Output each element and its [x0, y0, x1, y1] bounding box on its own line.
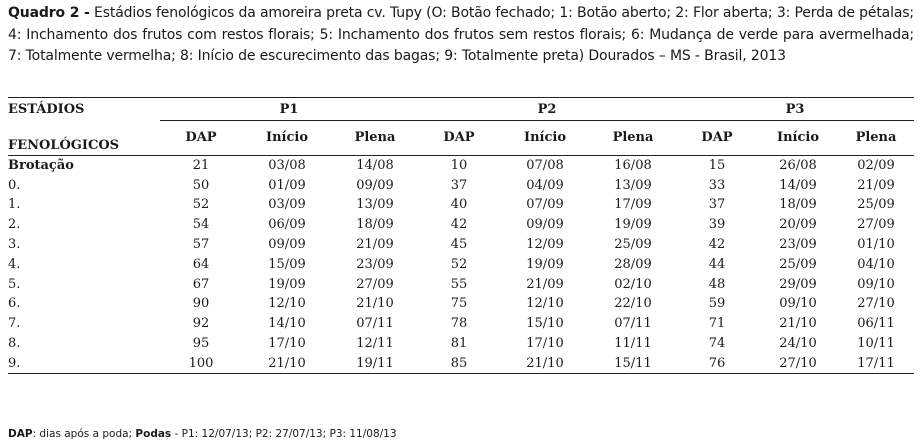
value-cell: 21/10: [779, 316, 817, 332]
value-cell: 27/09: [356, 276, 394, 292]
value-cell: 18/09: [356, 217, 394, 233]
value-cell: 45: [450, 237, 468, 253]
value-cell: 01/09: [268, 177, 306, 193]
value-cell: 12/09: [526, 237, 564, 253]
col-header-dap: DAP: [443, 130, 475, 146]
value-cell: 71: [708, 316, 726, 332]
stage-cell: 8.: [8, 336, 21, 352]
value-cell: 78: [450, 316, 468, 332]
value-cell: 15/10: [526, 316, 564, 332]
value-cell: 15: [708, 157, 726, 173]
stage-cell: Brotação: [8, 157, 74, 173]
value-cell: 21/10: [242, 353, 332, 373]
value-cell: 92: [192, 316, 210, 332]
value-cell: 13/09: [614, 177, 652, 193]
stage-cell: 6.: [8, 296, 21, 312]
value-cell: 54: [192, 217, 210, 233]
value-cell: 24/10: [779, 336, 817, 352]
stage-header-2: FENOLÓGICOS: [8, 137, 120, 153]
value-cell: 67: [192, 276, 210, 292]
value-cell: 21: [192, 157, 210, 173]
col-header-inicio: Início: [524, 130, 566, 146]
table-row: [8, 175, 914, 195]
value-cell: 16/08: [614, 157, 652, 173]
value-cell: 03/08: [268, 157, 306, 173]
value-cell: 100: [160, 353, 242, 373]
value-cell: 17/09: [614, 197, 652, 213]
value-cell: 85: [418, 353, 500, 373]
footnote-podas-label: Podas: [135, 428, 172, 440]
table-row: [8, 195, 914, 215]
stage-cell: 5.: [8, 276, 21, 292]
value-cell: 02/09: [857, 157, 895, 173]
footnote: [8, 428, 397, 440]
value-cell: 14/09: [779, 177, 817, 193]
value-cell: 18/09: [779, 197, 817, 213]
col-header-inicio: Início: [266, 130, 308, 146]
value-cell: 15/09: [268, 256, 306, 272]
value-cell: 19/09: [614, 217, 652, 233]
value-cell: 64: [192, 256, 210, 272]
stage-cell: 7.: [8, 316, 21, 332]
col-header-plena: Plena: [354, 130, 396, 146]
value-cell: 07/08: [526, 157, 564, 173]
value-cell: 74: [708, 336, 726, 352]
phenology-table: [8, 97, 914, 374]
value-cell: 09/10: [779, 296, 817, 312]
value-cell: 37: [450, 177, 468, 193]
value-cell: 27/09: [857, 217, 895, 233]
value-cell: 19/09: [268, 276, 306, 292]
value-cell: 06/11: [857, 316, 895, 332]
value-cell: 42: [450, 217, 468, 233]
group-header-p2: P2: [418, 98, 676, 121]
value-cell: 55: [450, 276, 468, 292]
footnote-podas-text: - P1: 12/07/13; P2: 27/07/13; P3: 11/08/13: [171, 428, 397, 440]
value-cell: 01/10: [857, 237, 895, 253]
value-cell: 90: [192, 296, 210, 312]
value-cell: 28/09: [614, 256, 652, 272]
col-header-dap: DAP: [185, 130, 217, 146]
value-cell: 21/09: [356, 237, 394, 253]
footnote-dap-label: DAP: [8, 428, 33, 440]
caption-text: Estádios fenológicos da amoreira preta cv. Tupy (O: Botão fechado; 1: Botão aberto; 2: Flor aberta; 3: Perda de pétalas; 4: Inchamento dos frutos com restos florais; 5: Inchamento dos frutos sem restos florais; 6: Mudança de verde para avermelhada; 7: Totalmente vermelha; 8: Início de escurecimento das bagas; 9: Totalmente preta) Dourados – MS - Brasil, 2013: [8, 5, 914, 64]
header-row-groups: [8, 98, 914, 121]
value-cell: 75: [450, 296, 468, 312]
value-cell: 12/10: [526, 296, 564, 312]
value-cell: 23/09: [356, 256, 394, 272]
value-cell: 48: [708, 276, 726, 292]
value-cell: 07/11: [356, 316, 394, 332]
value-cell: 09/09: [268, 237, 306, 253]
value-cell: 14/08: [356, 157, 394, 173]
table-row: [8, 314, 914, 334]
value-cell: 09/09: [526, 217, 564, 233]
table-row: [8, 274, 914, 294]
stage-header-1: ESTÁDIOS: [8, 101, 85, 117]
value-cell: 19/11: [332, 353, 418, 373]
table-row: [8, 254, 914, 274]
value-cell: 02/10: [614, 276, 652, 292]
value-cell: 12/11: [356, 336, 394, 352]
value-cell: 25/09: [614, 237, 652, 253]
col-header-inicio: Início: [777, 130, 819, 146]
stage-cell: 2.: [8, 217, 21, 233]
value-cell: 27/10: [857, 296, 895, 312]
value-cell: 37: [708, 197, 726, 213]
table-row: [8, 353, 914, 373]
value-cell: 12/10: [268, 296, 306, 312]
value-cell: 07/11: [614, 316, 652, 332]
value-cell: 09/09: [356, 177, 394, 193]
stage-cell: 3.: [8, 237, 21, 253]
table-row: [8, 155, 914, 175]
value-cell: 22/10: [614, 296, 652, 312]
value-cell: 19/09: [526, 256, 564, 272]
value-cell: 81: [450, 336, 468, 352]
value-cell: 57: [192, 237, 210, 253]
value-cell: 95: [192, 336, 210, 352]
table-row: [8, 235, 914, 255]
value-cell: 44: [708, 256, 726, 272]
value-cell: 59: [708, 296, 726, 312]
table-row: [8, 215, 914, 235]
table-body: [8, 155, 914, 374]
value-cell: 04/09: [526, 177, 564, 193]
value-cell: 39: [708, 217, 726, 233]
value-cell: 21/09: [857, 177, 895, 193]
value-cell: 52: [450, 256, 468, 272]
value-cell: 27/10: [758, 353, 838, 373]
footnote-dap-text: : dias após a poda;: [32, 428, 136, 440]
value-cell: 42: [708, 237, 726, 253]
value-cell: 76: [676, 353, 758, 373]
value-cell: 10/11: [857, 336, 895, 352]
value-cell: 10: [450, 157, 468, 173]
stage-cell: 0.: [8, 177, 21, 193]
value-cell: 15/11: [590, 353, 676, 373]
value-cell: 25/09: [857, 197, 895, 213]
value-cell: 40: [450, 197, 468, 213]
value-cell: 50: [192, 177, 210, 193]
group-header-p3: P3: [676, 98, 914, 121]
table-caption: [8, 3, 914, 68]
stage-cell: 1.: [8, 197, 21, 213]
value-cell: 33: [708, 177, 726, 193]
stage-cell: 4.: [8, 256, 21, 272]
group-header-p1: P1: [160, 98, 418, 121]
value-cell: 21/10: [356, 296, 394, 312]
value-cell: 23/09: [779, 237, 817, 253]
value-cell: 09/10: [857, 276, 895, 292]
value-cell: 29/09: [779, 276, 817, 292]
phenology-table-container: [8, 97, 914, 374]
value-cell: 17/10: [268, 336, 306, 352]
col-header-dap: DAP: [701, 130, 733, 146]
value-cell: 14/10: [268, 316, 306, 332]
col-header-plena: Plena: [612, 130, 654, 146]
header-row-columns: [8, 121, 914, 156]
value-cell: 21/10: [500, 353, 590, 373]
value-cell: 52: [192, 197, 210, 213]
value-cell: 26/08: [779, 157, 817, 173]
value-cell: 07/09: [526, 197, 564, 213]
value-cell: 04/10: [857, 256, 895, 272]
table-row: [8, 294, 914, 314]
col-header-plena: Plena: [855, 130, 897, 146]
stage-cell: 9.: [8, 353, 160, 373]
value-cell: 21/09: [526, 276, 564, 292]
value-cell: 03/09: [268, 197, 306, 213]
value-cell: 25/09: [779, 256, 817, 272]
value-cell: 11/11: [614, 336, 652, 352]
value-cell: 13/09: [356, 197, 394, 213]
table-row: [8, 334, 914, 354]
value-cell: 06/09: [268, 217, 306, 233]
value-cell: 17/10: [526, 336, 564, 352]
caption-label: Quadro 2 -: [8, 5, 90, 21]
value-cell: 17/11: [838, 353, 914, 373]
value-cell: 20/09: [779, 217, 817, 233]
